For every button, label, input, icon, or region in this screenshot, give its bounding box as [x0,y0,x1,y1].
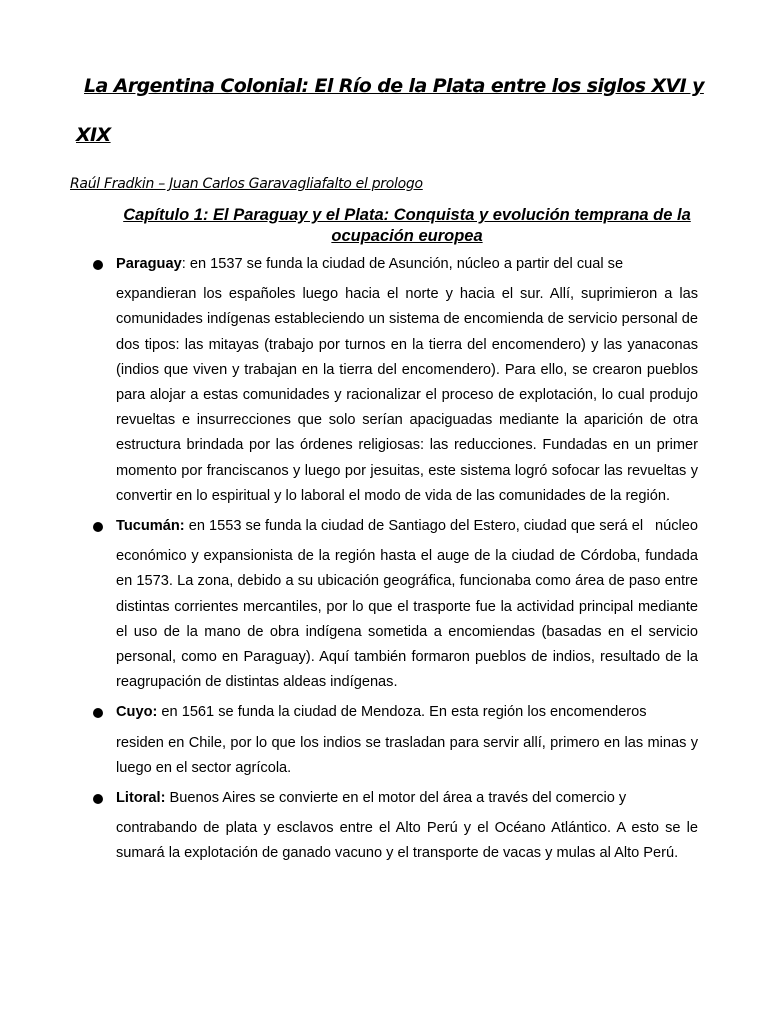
region-name: Litoral: [116,790,166,807]
region-lead [116,252,623,277]
region-text: contrabando de plata y esclavos entre el Alto Perú y el Océano Atlántico. A esto se le sumará la explotación de ganado vacuno y el transporte de vacas y mulas al Alto Perú. [116,820,698,862]
bullet-icon [93,260,103,270]
region-item-litoral [116,786,698,867]
region-name: Paraguay [116,256,182,272]
chapter-title: Capítulo 1: El Paraguay y el Plata: Conquista y evolución temprana de la ocupación europea [123,206,691,245]
bullet-icon [93,794,103,804]
bullet-icon [93,708,103,718]
region-lead [116,700,647,725]
region-separator: : [181,256,186,272]
region-name: Cuyo: [116,704,158,721]
region-list [0,252,768,872]
region-text: núcleo económico y expansionista de la región hasta el auge de la ciudad de Córdoba, fundada en 1573. La zona, debido a su ubicación geográfica, funcionaba como área de paso entre distintas corrientes mercantiles, por lo que el trasporte fue la actividad principal mediante el uso de la mano de obra indígena sometida a encomiendas (basadas en el servicio personal, como en Paraguay). Aquí también formaron pueblos de indios, resultado de la reagrupación de distintas aldeas indígenas. [116,518,698,691]
region-lead [116,514,643,539]
region-lead [116,786,626,811]
region-text: expandieran los españoles luego hacia el norte y hacia el sur. Allí, suprimieron a las comunidades indígenas estableciendo un sistema de encomienda de servicio personal de dos tipos: las mitayas (trabajo por turnos en la tierra del encomendero) y las yanaconas (indios que viven y trabajan en la tierra del encomendero). Para ello, se crearon pueblos para alojar a estas comunidades y racionalizar el proceso de explotación, lo cual produjo revueltas e insurrecciones que solo serían apaciguadas mediante la aparición de otra estructura brindada por las órdenes religiosas: las reducciones. Fundadas en un primer momento por franciscanos y luego por jesuitas, este sistema logró sofocar las revueltas y convertir en lo espiritual y lo laboral el modo de vida de las comunidades de la región. [116,286,698,504]
region-text: residen en Chile, por lo que los indios se trasladan para servir allí, primero en las minas y luego en el sector agrícola. [116,734,698,776]
region-first-line: en 1553 se funda la ciudad de Santiago del Estero, ciudad que será el [184,518,644,535]
document-authors: Raúl Fradkin – Juan Carlos Garavagliafalto el prologo [70,176,423,192]
region-first-line: en 1537 se funda la ciudad de Asunción, núcleo a partir del cual se [185,256,624,272]
region-first-line: en 1561 se funda la ciudad de Mendoza. En esta región los encomenderos [157,704,647,721]
region-item-tucuman [116,514,698,695]
document-title: La Argentina Colonial: El Río de la Plata entre los siglos XVI y XIX [76,75,704,146]
region-item-cuyo [116,700,698,781]
region-first-line: Buenos Aires se convierte en el motor del área a través del comercio y [165,790,627,807]
region-item-paraguay [116,252,698,509]
bullet-icon [93,522,103,532]
region-name: Tucumán: [116,518,185,535]
